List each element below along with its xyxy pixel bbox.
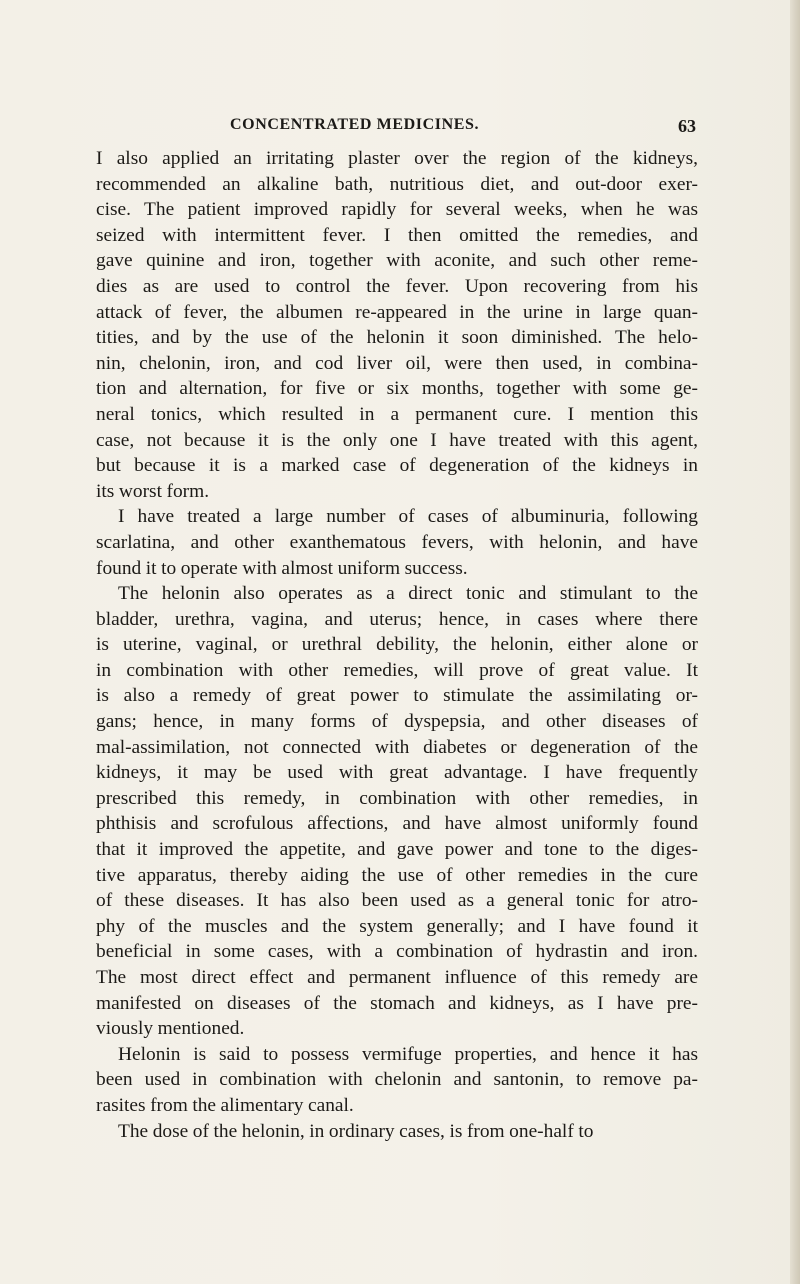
paragraph <box>96 504 698 581</box>
page-edge <box>790 0 800 1284</box>
paragraph <box>96 146 698 504</box>
text-line: gans; hence, in many forms of dyspepsia, and other diseases of <box>96 711 698 733</box>
text-line: recommended an alkaline bath, nutritious diet, and out-door exer- <box>96 173 698 195</box>
text-line: gave quinine and iron, together with aconite, and such other reme- <box>96 250 698 272</box>
text-line: attack of fever, the albumen re-appeared in the urine in large quan- <box>96 301 698 323</box>
text-line: tities, and by the use of the helonin it soon diminished. The helo- <box>96 327 698 349</box>
text-line: The helonin also operates as a direct tonic and stimulant to the <box>118 583 698 605</box>
text-line: its worst form. <box>96 480 210 502</box>
text-line: nin, chelonin, iron, and cod liver oil, were then used, in combina- <box>96 352 698 374</box>
page-header <box>96 116 696 142</box>
text-line: that it improved the appetite, and gave power and tone to the diges- <box>96 839 698 861</box>
text-line: manifested on diseases of the stomach and kidneys, as I have pre- <box>96 992 698 1014</box>
text-line: The most direct effect and permanent influence of this remedy are <box>96 967 698 988</box>
text-line: but because it is a marked case of degeneration of the kidneys in <box>96 455 698 477</box>
text-line: found it to operate with almost uniform success. <box>96 557 468 579</box>
text-line: scarlatina, and other exanthematous fevers, with helonin, and have <box>96 531 698 553</box>
text-line: tive apparatus, thereby aiding the use of other remedies in the cure <box>96 864 698 886</box>
text-line: prescribed this remedy, in combination with other remedies, in <box>96 787 698 809</box>
text-line: rasites from the alimentary canal. <box>96 1094 354 1116</box>
text-line: is also a remedy of great power to stimulate the assimilating or- <box>96 685 698 707</box>
text-line: viously mentioned. <box>96 1018 245 1040</box>
page-number: 63 <box>678 116 696 136</box>
text-line: been used in combination with chelonin and santonin, to remove pa- <box>96 1069 698 1091</box>
text-line: neral tonics, which resulted in a permanent cure. I mention this <box>96 403 698 425</box>
text-line: dies as are used to control the fever. Upon recovering from his <box>96 275 698 297</box>
body-text <box>96 146 698 1144</box>
running-head: CONCENTRATED MEDICINES. <box>230 116 480 133</box>
text-line: cise. The patient improved rapidly for several weeks, when he was <box>96 199 698 221</box>
text-line: kidneys, it may be used with great advantage. I have frequently <box>96 762 698 784</box>
paragraph <box>96 581 698 1042</box>
text-line: phy of the muscles and the system generally; and I have found it <box>96 915 698 937</box>
paragraph <box>96 1042 698 1119</box>
text-line: is uterine, vaginal, or urethral debility, the helonin, either alone or <box>96 634 698 656</box>
text-line: I have treated a large number of cases of albuminuria, following <box>118 506 698 528</box>
text-line: of these diseases. It has also been used as a general tonic for atro- <box>96 890 698 912</box>
text-line: beneficial in some cases, with a combination of hydrastin and iron. <box>96 941 698 963</box>
text-line: seized with intermittent fever. I then omitted the remedies, and <box>96 224 698 246</box>
text-line: tion and alternation, for five or six months, together with some ge- <box>96 378 698 400</box>
text-line: The dose of the helonin, in ordinary cases, is from one-half to <box>118 1120 594 1142</box>
text-line: case, not because it is the only one I have treated with this agent, <box>96 429 698 451</box>
text-line: in combination with other remedies, will prove of great value. It <box>96 659 698 681</box>
text-line: bladder, urethra, vagina, and uterus; hence, in cases where there <box>96 608 698 630</box>
paragraph <box>96 1119 698 1145</box>
text-line: phthisis and scrofulous affections, and have almost uniformly found <box>96 813 698 835</box>
text-line: I also applied an irritating plaster over the region of the kidneys, <box>96 148 698 169</box>
text-line: mal-assimilation, not connected with diabetes or degeneration of the <box>96 736 698 758</box>
text-line: Helonin is said to possess vermifuge properties, and hence it has <box>118 1043 698 1065</box>
